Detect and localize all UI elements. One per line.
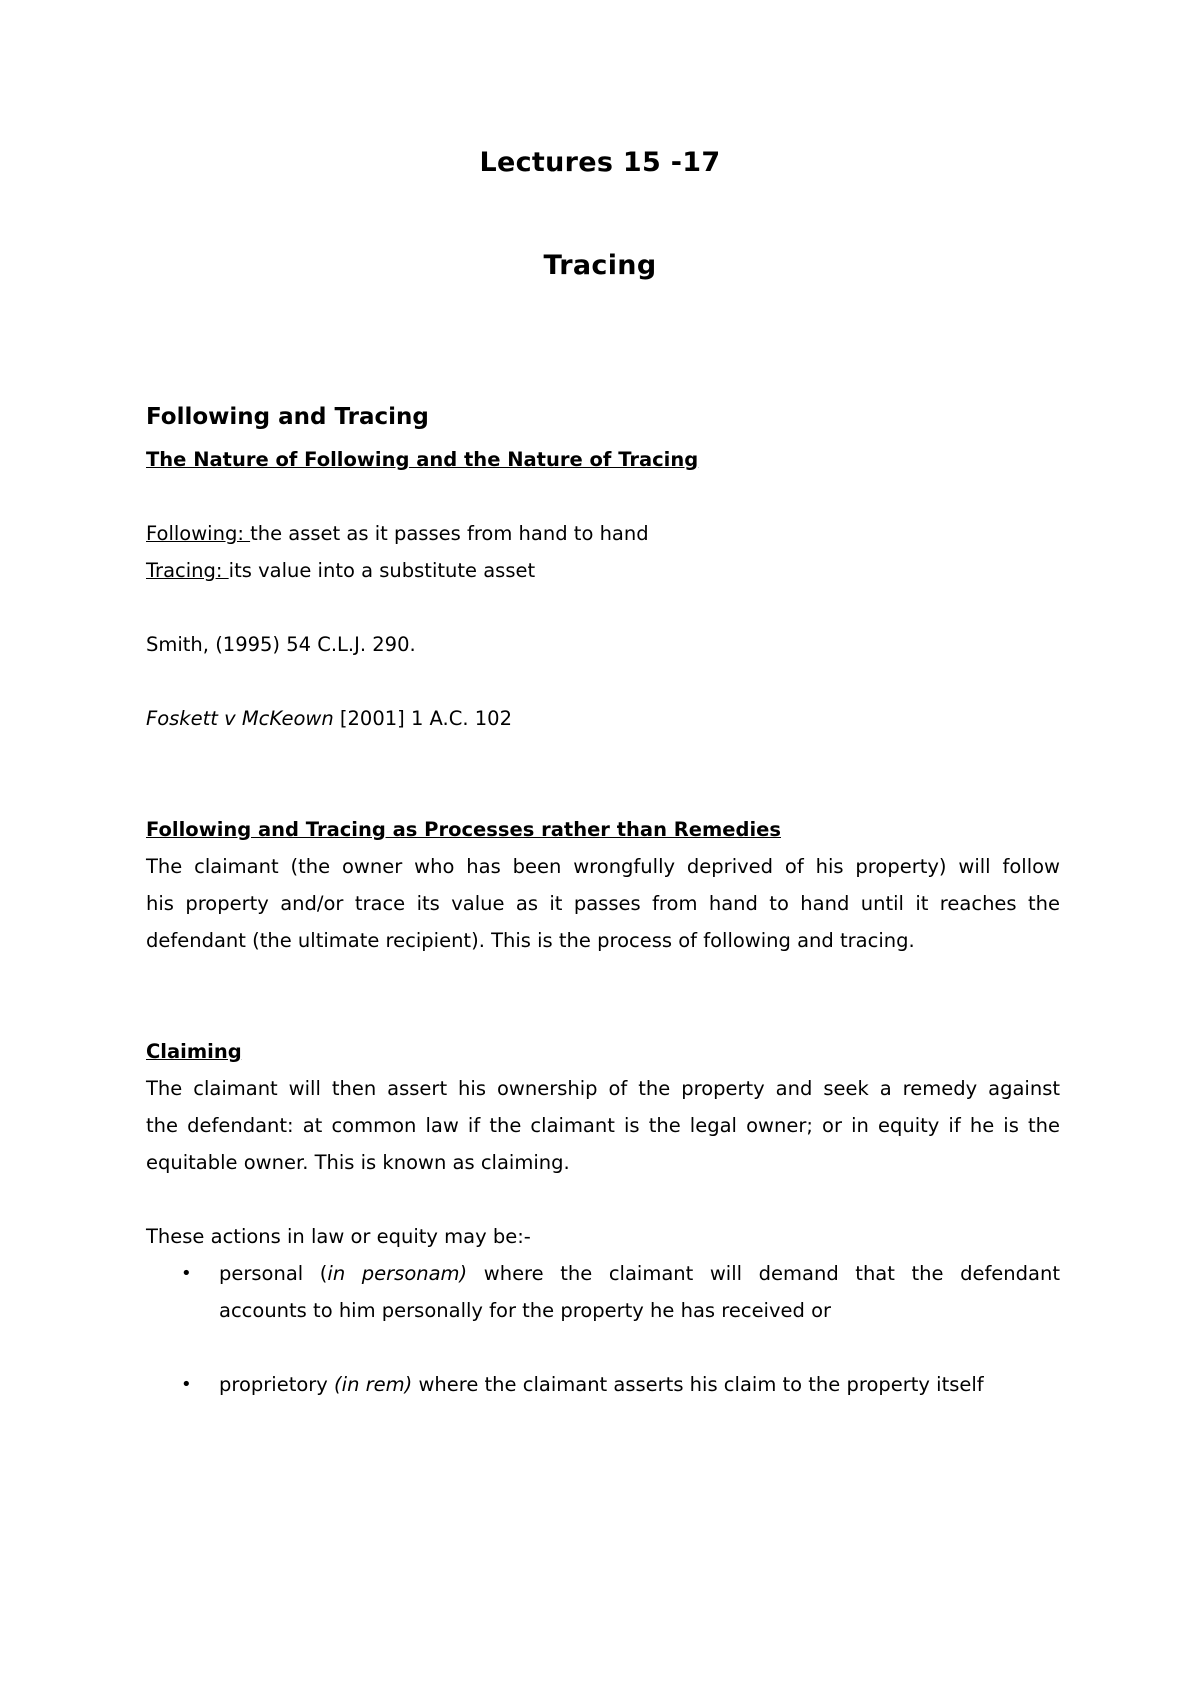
list-item-proprietory [219,1373,1060,1396]
section-heading-claiming: Claiming [146,1040,242,1063]
case-name: Foskett v McKeown [146,707,334,730]
definition-tracing-label: Tracing: [146,559,229,582]
paragraph-line: equitable owner. This is known as claiming. [146,1151,570,1174]
list-item-italic: in personam) [327,1262,468,1285]
bullet-marker: • [181,1263,192,1284]
definition-following-text: the asset as it passes from hand to hand [250,522,649,545]
case-citation: [2001] 1 A.C. 102 [333,707,512,730]
reference-foskett [146,707,512,730]
list-item-italic: (in rem) [334,1373,413,1396]
paragraph-line: his property and/or trace its value as it passes from hand to hand until it reaches the [146,892,1060,915]
reference-smith: Smith, (1995) 54 C.L.J. 290. [146,633,416,656]
definition-tracing-text: its value into a substitute asset [228,559,536,582]
definition-tracing [146,559,535,582]
list-item-text: proprietory [219,1373,335,1396]
bullet-marker: • [181,1374,192,1395]
paragraph-line: defendant (the ultimate recipient). This is the process of following and tracing. [146,929,915,952]
list-item-personal [219,1262,1060,1285]
section-heading-following-and-tracing: Following and Tracing [146,404,429,430]
paragraph-line: The claimant (the owner who has been wrongfully deprived of his property) will follow [146,855,1060,878]
list-intro: These actions in law or equity may be:- [146,1225,531,1248]
document-subtitle: Tracing [543,250,657,281]
definition-following [146,522,649,545]
paragraph-line: The claimant will then assert his ownership of the property and seek a remedy against [146,1077,1060,1100]
list-item-personal-continued: accounts to him personally for the property he has received or [219,1299,832,1322]
list-item-text: where the claimant will demand that the defendant [467,1262,1060,1285]
list-item-text: where the claimant asserts his claim to the property itself [412,1373,984,1396]
definition-following-label: Following: [146,522,251,545]
section-heading-processes: Following and Tracing as Processes rather than Remedies [146,818,781,841]
list-item-text: personal ( [219,1262,328,1285]
document-title: Lectures 15 -17 [479,147,721,178]
subheading-nature: The Nature of Following and the Nature of Tracing [146,448,699,471]
paragraph-line: the defendant: at common law if the claimant is the legal owner; or in equity if he is the [146,1114,1060,1137]
